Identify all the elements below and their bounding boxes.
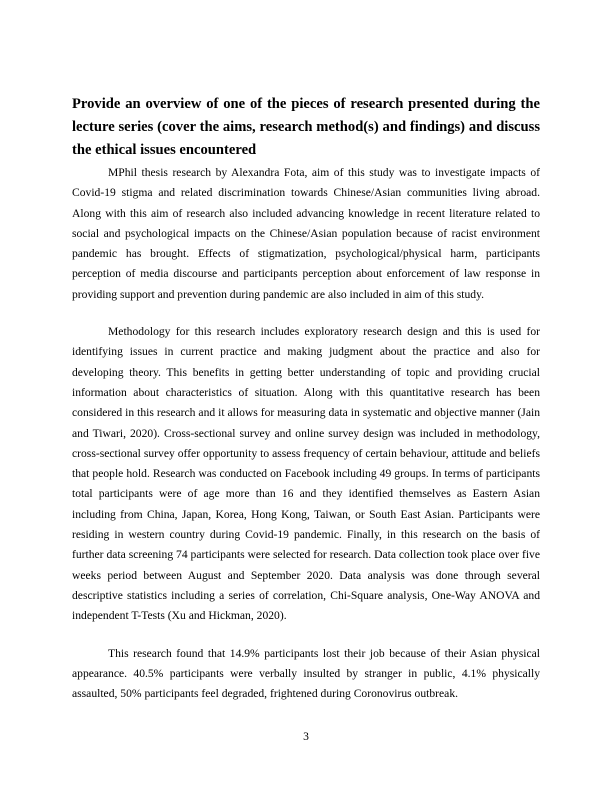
section-heading: Provide an overview of one of the pieces of research presented during the lecture series (cover the aims, research method(s) and findings) and discuss the ethical issues encountered: [72, 96, 540, 158]
paragraph-aims: MPhil thesis research by Alexandra Fota, aim of this study was to investigate impacts of Covid-19 stigma and related discrimination towards Chinese/Asian communities living abroad. Along with this aim of research also included advancing knowledge in recent literature related to social and psychological impacts on the Chinese/Asian population because of racist environment pandemic has brought. Effects of stigmatization, psychological/physical harm, participants perception of media discourse and participants perception about enforcement of law response in providing support and prevention during pandemic are also included in aim of this study.: [72, 166, 540, 301]
page-number: 3: [303, 730, 309, 743]
paragraph-methodology: Methodology for this research includes exploratory research design and this is used for identifying issues in current practice and making judgment about the practice and also for developing theory. This benefits in getting better understanding of topic and providing crucial information about characteristics of situation. Along with this quantitative research has been considered in this research and it allows for measuring data in systematic and objective manner (Jain and Tiwari, 2020). Cross-sectional survey and online survey design was included in methodology, cross-sectional survey offer opportunity to assess frequency of certain behaviour, attitude and beliefs that people hold. Research was conducted on Facebook including 49 groups. In terms of participants total participants were of age more than 16 and they identified themselves as Eastern Asian including from China, Japan, Korea, Hong Kong, Taiwan, or South East Asian. Participants were residing in western country during Covid-19 pandemic. Finally, in this research on the basis of further data screening 74 participants were selected for research. Data collection took place over five weeks period between August and September 2020. Data analysis was done through several descriptive statistics including a series of correlation, Chi-Square analysis, One-Way ANOVA and independent T-Tests (Xu and Hickman, 2020).: [72, 325, 540, 623]
document-body: [72, 93, 540, 704]
paragraph-findings: This research found that 14.9% participants lost their job because of their Asian physical appearance. 40.5% participants were verbally insulted by stranger in public, 4.1% physically assaulted, 50% participants feel degraded, frightened during Coronovirus outbreak.: [72, 646, 540, 701]
